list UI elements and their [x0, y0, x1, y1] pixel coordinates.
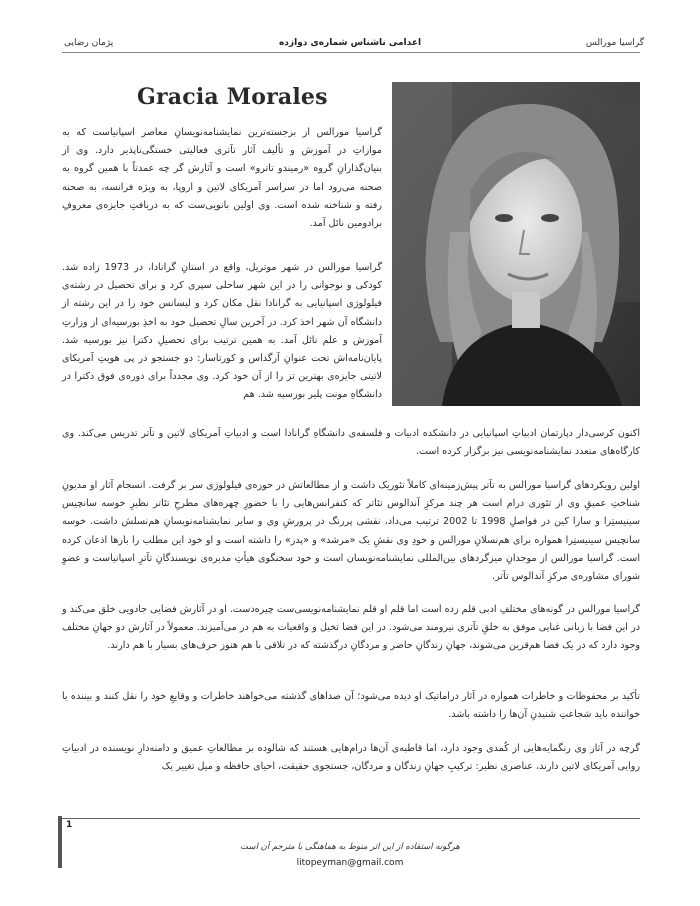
footer-divider: [62, 818, 640, 819]
memory-paragraph: [62, 688, 640, 724]
footer-tagline: هرگونه استفاده از این اثر منوط به هماهنگی با مترجم آن است: [240, 842, 460, 852]
influences-paragraph: [62, 477, 640, 586]
paragraph-6: تأکید بر محفوظات و خاطرات همواره در آثار دراماتیک او دیده می‌شود؛ آن صداهای گذشته می‌خواهند خاطرات و وقایعِ خود را نقل کنند و بیننده یا خواننده باید شجاعتِ شنیدنِ آن‌ها را داشته باشد.: [62, 691, 640, 721]
biography-paragraph: [62, 259, 382, 405]
footer-email[interactable]: litopeyman@gmail.com: [296, 858, 404, 868]
header-right: گراسیا مورالس: [585, 38, 644, 48]
position-paragraph: [62, 425, 640, 461]
style-paragraph: [62, 601, 640, 656]
header-divider: [62, 52, 640, 53]
author-photo: [392, 82, 640, 406]
header-center: اعدامی ناشناس شماره‌ی دوازده: [278, 38, 422, 48]
paragraph-1: گراسیا مورالس از برجسته‌ترین نمایشنامه‌نویسانِ معاصر اسپانیاست که به موازاتِ در آموزش و تألیف آثار تآتری فعالیتی خستگی‌ناپذیر دارد. وی از بنیان‌گذارانِ گروه «رمیندو تاترو» است و آثارش گر چه عمدتاً با همین گروه به صحنه می‌رود اما در سراسر آمریکای لاتین و اروپا، به ویژه فرانسه، به صحنه رفته و شناخته شده است. وی اولین بانویی‌ست که به دریافتِ جایزه‌ی معروفِ برادومین نائل آمد.: [62, 127, 382, 230]
paragraph-5: گراسیا مورالس در گونه‌های مختلفِ ادبی قلم زده است اما قلم او قلم نمایشنامه‌نویسی‌ست چیره‌دست. او در آثارش فضایی جادویی خلق می‌کند و در این فضا با زبانی غنایی موفق به خلقِ تآتری نیرومند می‌شود. در این فضا تخیل و واقعیات به هم در می‌آمیزند. معمولاً در آثارش دو جهانِ مختلف وجود دارد که در یک فضا هم‌قرین می‌شوند، جهانِ زندگانِ حاضر و مردگانِ درگذشته که در تلاقی با هم هنوز حرف‌های بسیار با هم دارند.: [62, 604, 640, 652]
paragraph-7: گرچه در آثار وی رنگمایه‌هایی از کُمدی وجود دارد، اما قاطبه‌ی آن‌ها درام‌هایی هستند که شالوده بر مطالعاتِ عمیق و دامنه‌دارِ نویسنده در ادبیاتِ روایی آمریکای لاتین دارند، عناصری نظیر: ترکیبِ جهانِ زندگان و مردگان، جستجوی حقیقت، احیای حافظه و میل تغییر یک: [62, 743, 640, 773]
paragraph-3: اکنون کرسی‌دار دپارتمان ادبیاتِ اسپانیایی در دانشکده ادبیات و فلسفه‌ی دانشگاهِ گرانادا است و ادبیاتِ آمریکای لاتین و تآتر تدریس می‌کند. وی کارگاه‌های متعدد نمایشنامه‌نویسی نیز برگزار کرده است.: [62, 428, 640, 458]
page-title: Gracia Morales: [137, 84, 328, 110]
header-left: پژمان رضایی: [64, 38, 114, 48]
paragraph-2: گراسیا مورالس در شهر موتریل، واقع در استانِ گرانادا، در 1973 زاده شد. کودکی و نوجوانی را در این شهر ساحلی سپری کرد و برای تحصیل در رشته‌ی فیلولوژی اسپانیایی به گرانادا نقل مکان کرد و لیسانس خود را در این رشته از دانشگاه آن شهر اخذ کرد. در آخرین سالِ تحصیل خود به اخذِ بورسیه‌ای از وزارتِ آموزش و علم نائل آمد. به همین ترتیب برای تحصیلِ دکترا نیز بورسیه شد. پایان‌نامه‌اش تحت عنوانِ آرگداس و کورتاسار: دو جستجو در پی هویتِ آمریکای لاتینی جایزه‌ی بهترین تز را از آن خود کرد. وی مجدداً برای دوره‌ی فوق دکترا در دانشگاهِ مونت پلیر بورسیه شد. هم: [62, 262, 382, 401]
intro-paragraph: [62, 124, 382, 233]
page-number: 1: [66, 820, 73, 830]
themes-paragraph: [62, 740, 640, 776]
paragraph-4: اولین رویکردهای گراسیا مورالس به تآتر پیش‌زمینه‌ای کاملاً تئوریک داشت و از مطالعاتش در حوزه‌ی فیلولوژی سر بر گرفت. انسجام آثار او مدیونِ شناختِ عمیقِ وی از تئوری درام است هر چند مرکزِ آندالوس تئاتر که کنفرانس‌هایی را با حضورِ چهره‌های مطرحِ تئاتر نظیرِ خوسه سانچیس سینیستِرا و سارا کین در فواصلِ 1998 تا 2002 ترتیب می‌داد، نقشی پررنگ در پرورشِ وی و سایر نمایشنامه‌نویسانِ هم‌نسلش داشت. خوسه سانچیس سینیستِرا همواره برای هم‌نسلانِ مورالس و خودِ وی نقشِ یک «مرشد» و «پدر» را داشته است و او خود این مطلب را بارها اذعان کرده است. گراسیا مورالس از موجدانِ میزگردهای بین‌المللی نمایشنامه‌نویسان است و خود سخنگوی هیأتِ مدیره‌ی نویسندگانِ تآترِ اسپانیاست و عضوِ شورای مشاوره‌ی مرکزِ آندالوس تآتر.: [62, 480, 640, 583]
